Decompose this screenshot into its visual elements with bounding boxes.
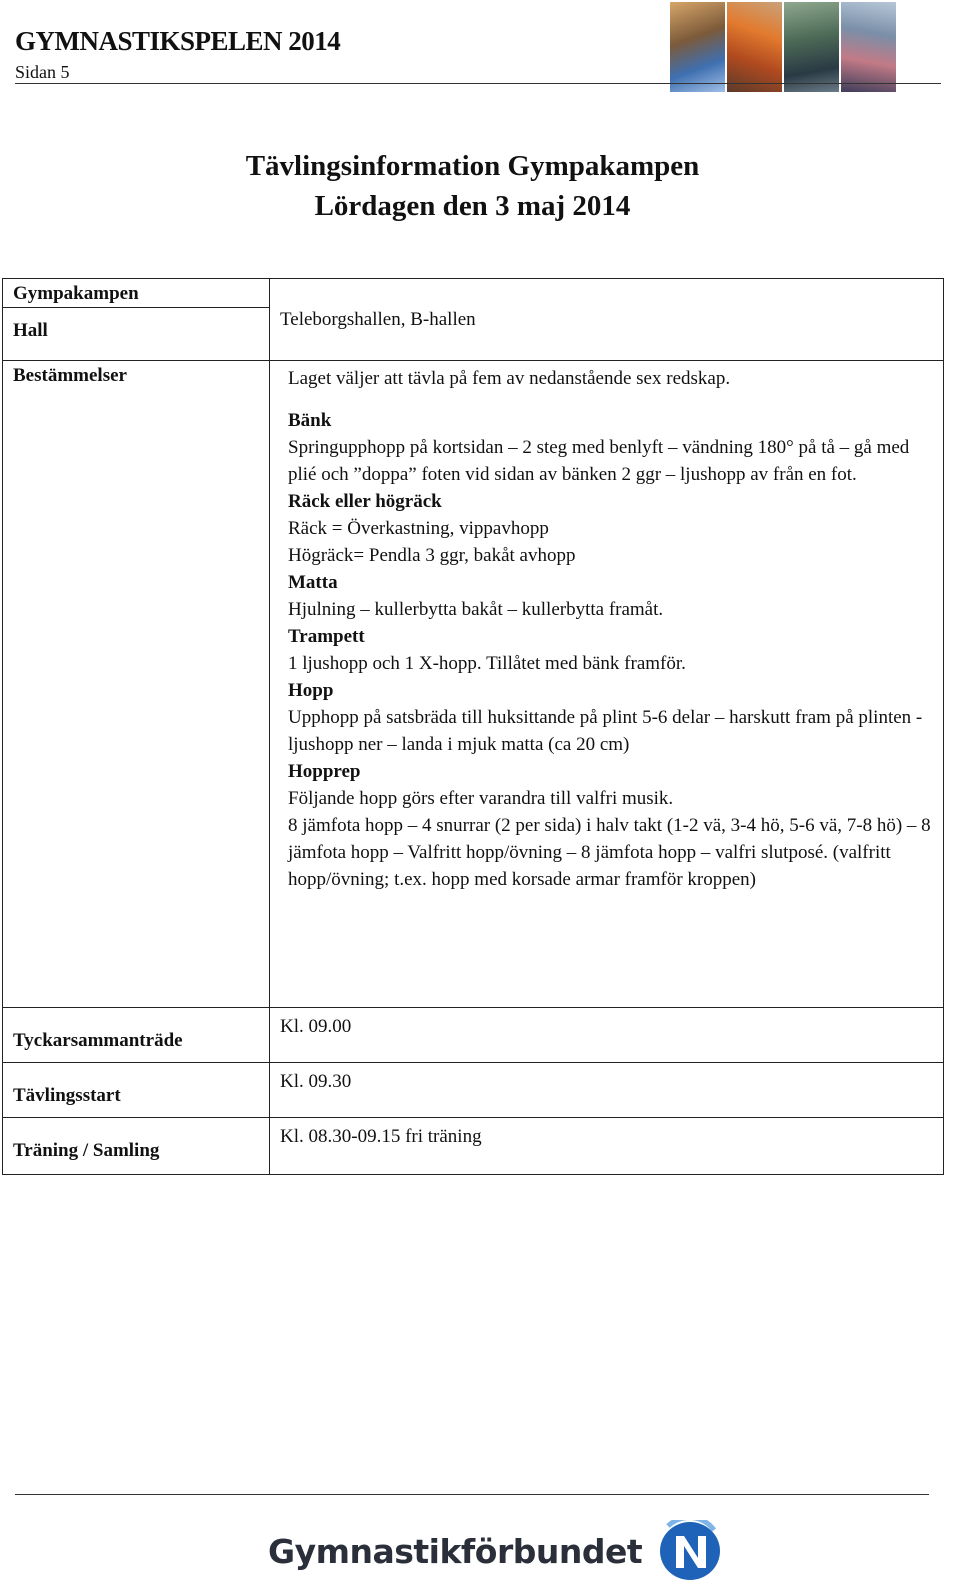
apparatus-text: Räck = Överkastning, vippavhopp [288, 518, 549, 539]
table-row [3, 1118, 944, 1175]
train-label: Träning / Samling [13, 1140, 160, 1161]
apparatus-heading: Hopprep [288, 761, 361, 782]
page-subtitle: Lördagen den 3 maj 2014 [314, 190, 631, 222]
table-row [3, 1008, 944, 1063]
rules-intro: Laget väljer att tävla på fem av nedanstående sex redskap. [288, 368, 731, 389]
table-row [3, 1063, 944, 1118]
start-value: Kl. 09.30 [280, 1071, 352, 1092]
apparatus-heading: Bänk [288, 410, 332, 431]
rules-value-cell [270, 361, 944, 1008]
gymnast-photo [784, 2, 839, 92]
page-title: Tävlingsinformation Gympakampen [245, 150, 700, 182]
table-heading-cell [3, 279, 270, 308]
gymnast-photo [670, 2, 725, 92]
table-heading: Gympakampen [13, 283, 139, 304]
tyck-value: Kl. 09.00 [280, 1016, 352, 1037]
logo-mark-icon [654, 1520, 724, 1582]
gymnastikforbundet-logo [268, 1520, 724, 1582]
train-value: Kl. 08.30-09.15 fri träning [280, 1126, 482, 1147]
hall-value-cell [270, 279, 944, 361]
apparatus-text: Upphopp på satsbräda till huksittande på plint 5-6 delar – harskutt fram på plinten - ljushopp ner – landa i mjuk matta (ca 20 cm) [288, 707, 923, 755]
apparatus-text: Hjulning – kullerbytta bakåt – kullerbytta framåt. [288, 599, 664, 620]
gymnast-photo [841, 2, 896, 92]
rules-label: Bestämmelser [13, 365, 127, 386]
apparatus-heading: Hopp [288, 680, 334, 701]
start-label: Tävlingsstart [13, 1085, 121, 1106]
start-label-cell [3, 1063, 270, 1118]
table-row [3, 279, 944, 308]
apparatus-text: Springupphopp på kortsidan – 2 steg med benlyft – vändning 180° på tå – gå med plié och ”doppa” foten vid sidan av bänken 2 ggr – ljushopp av från en fot. [288, 437, 910, 485]
gymnast-photo [727, 2, 782, 92]
tyck-label: Tyckarsammanträde [13, 1030, 183, 1051]
start-value-cell [270, 1063, 944, 1118]
hall-label: Hall [13, 320, 48, 341]
rules-content [280, 361, 943, 893]
train-label-cell [3, 1118, 270, 1175]
hall-value: Teleborgshallen, B-hallen [280, 309, 476, 330]
apparatus-heading: Trampett [288, 626, 365, 647]
tyck-value-cell [270, 1008, 944, 1063]
apparatus-text: Högräck= Pendla 3 ggr, bakåt avhopp [288, 545, 576, 566]
document-title: GYMNASTIKSPELEN 2014 [15, 26, 341, 56]
apparatus-text: 1 ljushopp och 1 X-hopp. Tillåtet med bänk framför. [288, 653, 686, 674]
apparatus-text: Följande hopp görs efter varandra till valfri musik. [288, 788, 674, 809]
train-value-cell [270, 1118, 944, 1175]
header-photo-strip [670, 2, 896, 92]
tyck-label-cell [3, 1008, 270, 1063]
apparatus-heading: Räck eller högräck [288, 491, 442, 512]
logo-wordmark: Gymnastikförbundet [268, 1531, 643, 1571]
footer-divider [15, 1494, 929, 1495]
hall-label-cell [3, 308, 270, 361]
page-number: Sidan 5 [15, 62, 70, 82]
table-row [3, 361, 944, 1008]
header-divider [15, 83, 941, 84]
apparatus-text: 8 jämfota hopp – 4 snurrar (2 per sida) i halv takt (1-2 vä, 3-4 hö, 5-6 vä, 7-8 hö) – 8 jämfota hopp – Valfritt hopp/övning – 8 jämfota hopp – valfri slutposé. (valfritt hopp/övning; t.ex. hopp med korsade armar framför kroppen) [288, 815, 931, 890]
competition-info-table [2, 278, 944, 1175]
apparatus-heading: Matta [288, 572, 338, 593]
rules-label-cell [3, 361, 270, 1008]
